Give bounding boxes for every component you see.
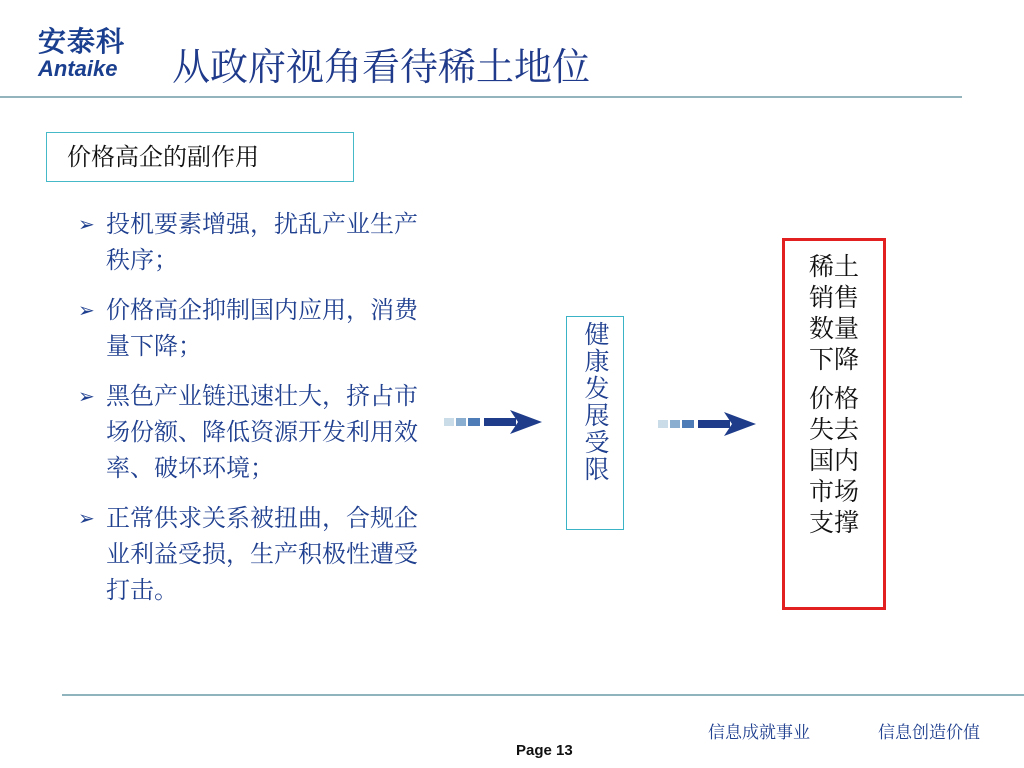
footer-slogan-left: 信息成就事业 [708, 723, 810, 743]
result-text-price: 价格失去国内市场支撑 [808, 384, 859, 537]
page-number: Page 13 [516, 742, 573, 759]
result-text-sales: 稀土销售数量下降 [808, 252, 859, 374]
subtitle-box: 价格高企的副作用 [46, 132, 354, 182]
footer-divider [62, 694, 1024, 696]
bullet-text: 价格高企抑制国内应用，消费量下降； [106, 296, 418, 360]
arrow-bullet-icon: ➢ [78, 298, 95, 322]
logo-en-text: Antaike [38, 56, 118, 81]
antaike-logo [38, 26, 128, 80]
bullet-text: 正常供求关系被扭曲，合规企业利益受损，生产积极性遭受打击。 [106, 504, 418, 604]
bullet-text: 投机要素增强，扰乱产业生产秩序； [106, 210, 418, 274]
bullet-list [76, 206, 426, 622]
arrow-bullet-icon: ➢ [78, 212, 95, 236]
bullet-text: 黑色产业链迅速壮大，挤占市场份额、降低资源开发利用效率、破坏环境； [106, 382, 418, 482]
arrow-right-icon [658, 410, 758, 440]
title-divider [0, 96, 962, 98]
footer-slogan-right: 信息创造价值 [878, 723, 980, 743]
healthy-development-text: 健康发展受限 [581, 321, 610, 483]
arrow-right-icon [444, 408, 544, 438]
healthy-development-box [566, 316, 624, 530]
arrow-bullet-icon: ➢ [78, 506, 95, 530]
bullet-item [76, 378, 426, 486]
slide-title: 从政府视角看待稀土地位 [172, 45, 591, 89]
bullet-item [76, 292, 426, 364]
result-box [782, 238, 886, 610]
bullet-item [76, 206, 426, 278]
logo-cn-text: 安泰科 [38, 25, 126, 58]
arrow-bullet-icon: ➢ [78, 384, 95, 408]
bullet-item [76, 500, 426, 608]
